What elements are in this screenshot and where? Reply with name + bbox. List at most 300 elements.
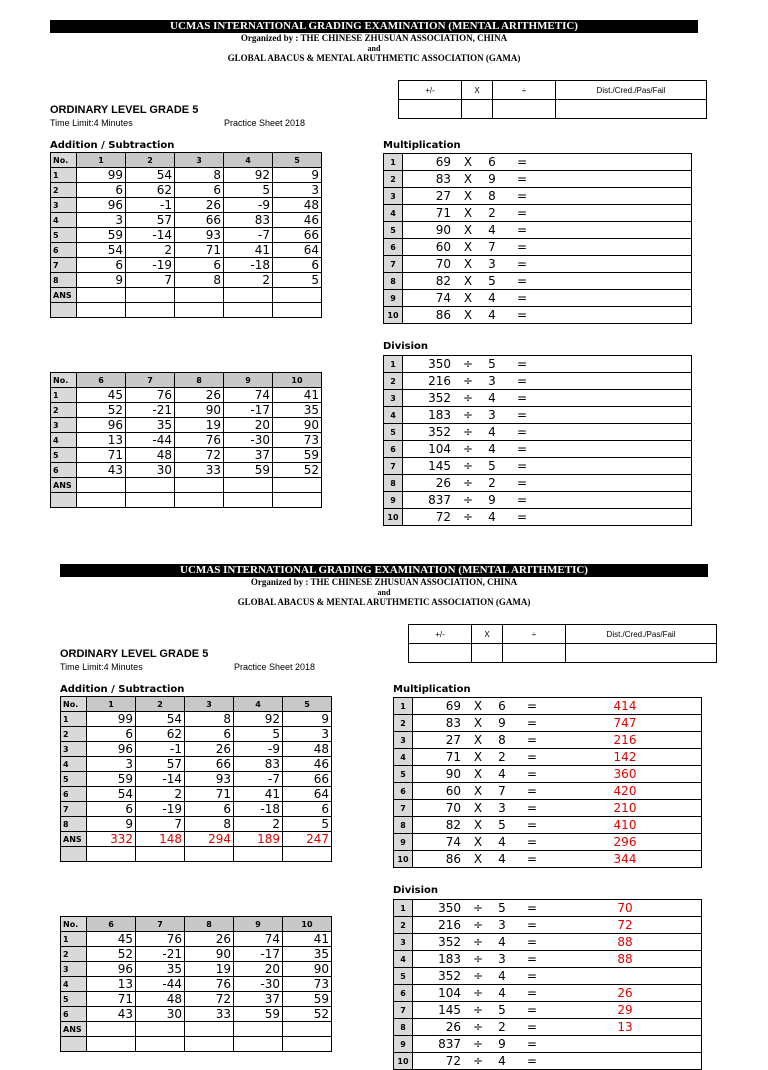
row-number: 4 [51, 213, 77, 228]
blank-cell[interactable] [87, 847, 136, 862]
row-number: 6 [51, 463, 77, 478]
equals-sign: = [505, 171, 539, 188]
addsub1-table [60, 696, 332, 862]
row-number: 7 [61, 802, 87, 817]
table-cell: 54 [126, 168, 175, 183]
answer-row [51, 478, 322, 493]
operator-sign: ÷ [467, 917, 489, 934]
row-number: 4 [384, 407, 403, 424]
table-cell: 9 [87, 817, 136, 832]
answer-field[interactable] [539, 475, 692, 492]
operand-a: 27 [403, 188, 458, 205]
table-cell: 59 [77, 228, 126, 243]
operator-sign: X [457, 239, 479, 256]
answer-field[interactable] [539, 188, 692, 205]
table-row [51, 228, 322, 243]
table-cell: 90 [185, 947, 234, 962]
table-row [61, 992, 332, 1007]
list-item [394, 851, 702, 868]
equals-sign: = [515, 951, 549, 968]
answer-cell[interactable] [126, 478, 175, 493]
operator-sign: ÷ [467, 951, 489, 968]
answer-cell[interactable] [77, 478, 126, 493]
grade-box-field[interactable] [409, 644, 472, 663]
answer-field[interactable]: 410 [549, 817, 702, 834]
blank-cell[interactable] [87, 1037, 136, 1052]
row-number: 8 [384, 273, 403, 290]
answer-cell[interactable]: 189 [234, 832, 283, 847]
mult-table [383, 153, 692, 324]
answer-field[interactable]: 142 [549, 749, 702, 766]
row-number: 3 [51, 418, 77, 433]
column-header: 7 [126, 373, 175, 388]
table-cell: -1 [136, 742, 185, 757]
table-cell: -21 [126, 403, 175, 418]
list-item [394, 715, 702, 732]
answer-cell[interactable] [175, 288, 224, 303]
equals-sign: = [505, 407, 539, 424]
operator-sign: ÷ [467, 900, 489, 917]
list-item [384, 492, 692, 509]
operand-a: 72 [403, 509, 458, 526]
row-number: 7 [394, 800, 413, 817]
list-item [384, 373, 692, 390]
answer-field[interactable] [539, 290, 692, 307]
answer-cell[interactable] [273, 478, 322, 493]
operand-b: 3 [479, 407, 505, 424]
table-row [61, 947, 332, 962]
table-cell: 76 [185, 977, 234, 992]
answer-field[interactable] [539, 509, 692, 526]
row-number: 9 [384, 492, 403, 509]
operand-a: 90 [403, 222, 458, 239]
answer-field[interactable]: 26 [549, 985, 702, 1002]
column-header: 4 [224, 153, 273, 168]
table-cell: 90 [175, 403, 224, 418]
table-cell: 76 [175, 433, 224, 448]
operator-sign: X [467, 698, 489, 715]
grade-box-field[interactable] [566, 644, 717, 663]
operator-sign: ÷ [457, 407, 479, 424]
table-cell: -21 [136, 947, 185, 962]
list-item [394, 783, 702, 800]
table-cell: 90 [283, 962, 332, 977]
blank-cell[interactable] [273, 303, 322, 318]
table-cell: 37 [224, 448, 273, 463]
equals-sign: = [515, 851, 549, 868]
operator-sign: X [467, 749, 489, 766]
operator-sign: X [457, 290, 479, 307]
table-cell: 9 [273, 168, 322, 183]
operator-sign: X [467, 834, 489, 851]
equals-sign: = [505, 239, 539, 256]
row-number: 5 [384, 424, 403, 441]
blank-cell[interactable] [283, 1037, 332, 1052]
table-cell: 74 [224, 388, 273, 403]
operator-sign: X [467, 817, 489, 834]
operand-a: 352 [413, 934, 468, 951]
blank-cell[interactable] [175, 493, 224, 508]
table-cell: 92 [224, 168, 273, 183]
blank-cell[interactable] [77, 303, 126, 318]
table-cell: 71 [175, 243, 224, 258]
table-cell: 54 [77, 243, 126, 258]
blank-label [51, 493, 77, 508]
answer-field[interactable] [549, 1053, 702, 1070]
operand-b: 4 [479, 222, 505, 239]
column-header: 2 [126, 153, 175, 168]
operand-b: 4 [489, 985, 515, 1002]
answer-cell[interactable] [77, 288, 126, 303]
table-cell: 8 [185, 817, 234, 832]
grade-box-field[interactable] [399, 100, 462, 119]
table-cell: 20 [224, 418, 273, 433]
list-item [384, 188, 692, 205]
row-number: 8 [51, 273, 77, 288]
operand-a: 183 [413, 951, 468, 968]
operator-sign: ÷ [457, 390, 479, 407]
answer-field[interactable] [539, 171, 692, 188]
list-item [394, 1002, 702, 1019]
table-cell: 5 [273, 273, 322, 288]
blank-cell[interactable] [273, 493, 322, 508]
table-cell: 83 [234, 757, 283, 772]
table-cell: 57 [126, 213, 175, 228]
column-header: 6 [87, 917, 136, 932]
table-cell: 48 [273, 198, 322, 213]
equals-sign: = [515, 900, 549, 917]
table-cell: 46 [273, 213, 322, 228]
answer-field[interactable] [539, 356, 692, 373]
grade-box-header: ÷ [503, 625, 566, 644]
column-header: 8 [185, 917, 234, 932]
list-item [384, 273, 692, 290]
list-item [384, 458, 692, 475]
table-cell: 3 [283, 727, 332, 742]
table-cell: 5 [283, 817, 332, 832]
table-cell: 66 [283, 772, 332, 787]
answer-field[interactable]: 414 [549, 698, 702, 715]
answer-field[interactable]: 216 [549, 732, 702, 749]
table-cell: 41 [224, 243, 273, 258]
answer-cell[interactable]: 247 [283, 832, 332, 847]
equals-sign: = [505, 154, 539, 171]
row-number: 3 [61, 742, 87, 757]
grade-box-field[interactable] [503, 644, 566, 663]
equals-sign: = [515, 1053, 549, 1070]
row-number: 7 [384, 458, 403, 475]
operator-sign: X [467, 851, 489, 868]
operand-b: 5 [489, 1002, 515, 1019]
table-cell: 9 [77, 273, 126, 288]
answer-cell[interactable]: 148 [136, 832, 185, 847]
operand-b: 4 [489, 1053, 515, 1070]
blank-row [61, 847, 332, 862]
row-number: 7 [384, 256, 403, 273]
operand-b: 4 [479, 390, 505, 407]
list-item [384, 222, 692, 239]
table-cell: -18 [234, 802, 283, 817]
answer-field[interactable]: 13 [549, 1019, 702, 1036]
table-cell: 6 [185, 727, 234, 742]
operand-b: 2 [489, 749, 515, 766]
equals-sign: = [505, 222, 539, 239]
answer-field[interactable] [539, 458, 692, 475]
practice-label: Practice Sheet 2018 [224, 118, 306, 128]
time-limit: Time Limit:4 Minutes [60, 662, 143, 672]
answer-cell[interactable] [175, 478, 224, 493]
row-number: 5 [51, 448, 77, 463]
table-cell: 73 [283, 977, 332, 992]
blank-cell[interactable] [283, 847, 332, 862]
practice-label: Practice Sheet 2018 [234, 662, 316, 672]
list-item [394, 817, 702, 834]
operand-a: 837 [403, 492, 458, 509]
row-number: 8 [394, 1019, 413, 1036]
row-number: 9 [394, 1036, 413, 1053]
blank-cell[interactable] [224, 493, 273, 508]
table-cell: 52 [77, 403, 126, 418]
answer-field[interactable] [549, 968, 702, 985]
answer-field[interactable] [539, 424, 692, 441]
answer-cell[interactable] [273, 288, 322, 303]
operand-a: 70 [413, 800, 468, 817]
answer-field[interactable]: 747 [549, 715, 702, 732]
list-item [394, 968, 702, 985]
blank-cell[interactable] [77, 493, 126, 508]
equals-sign: = [515, 834, 549, 851]
row-number: 2 [394, 917, 413, 934]
operator-sign: X [467, 783, 489, 800]
table-cell: 52 [283, 1007, 332, 1022]
addsub2-table [60, 916, 332, 1052]
table-cell: 48 [126, 448, 175, 463]
table-row [51, 463, 322, 478]
answer-field[interactable] [539, 492, 692, 509]
blank-cell[interactable] [136, 1037, 185, 1052]
answer-field[interactable]: 88 [549, 934, 702, 951]
addsub2-table [50, 372, 322, 508]
operator-sign: X [467, 715, 489, 732]
ans-label: ANS [51, 478, 77, 493]
answer-field[interactable]: 344 [549, 851, 702, 868]
row-number: 3 [384, 188, 403, 205]
row-number: 2 [384, 171, 403, 188]
table-row [51, 168, 322, 183]
table-cell: 41 [234, 787, 283, 802]
row-number: 6 [61, 787, 87, 802]
row-number: 2 [51, 403, 77, 418]
table-cell: 64 [283, 787, 332, 802]
row-number: 10 [384, 509, 403, 526]
operand-b: 6 [479, 154, 505, 171]
table-cell: 48 [283, 742, 332, 757]
list-item [394, 698, 702, 715]
grade-box [408, 624, 717, 663]
operand-a: 82 [403, 273, 458, 290]
operand-a: 70 [403, 256, 458, 273]
answer-field[interactable]: 296 [549, 834, 702, 851]
table-cell: -17 [224, 403, 273, 418]
table-cell: 46 [283, 757, 332, 772]
list-item [394, 917, 702, 934]
answer-field[interactable] [539, 307, 692, 324]
operator-sign: X [457, 222, 479, 239]
answer-field[interactable]: 70 [549, 900, 702, 917]
blank-cell[interactable] [136, 847, 185, 862]
operator-sign: X [457, 256, 479, 273]
answer-field[interactable]: 360 [549, 766, 702, 783]
row-number: 5 [384, 222, 403, 239]
answer-cell[interactable]: 332 [87, 832, 136, 847]
column-header: 1 [77, 153, 126, 168]
table-row [51, 273, 322, 288]
operand-b: 4 [489, 834, 515, 851]
answer-field[interactable] [539, 407, 692, 424]
table-cell: 99 [87, 712, 136, 727]
table-cell: 74 [234, 932, 283, 947]
table-cell: 33 [185, 1007, 234, 1022]
row-number: 2 [384, 373, 403, 390]
answer-field[interactable] [539, 390, 692, 407]
operand-b: 6 [489, 698, 515, 715]
table-cell: -19 [126, 258, 175, 273]
operand-b: 4 [479, 290, 505, 307]
operator-sign: X [467, 800, 489, 817]
answer-field[interactable] [539, 441, 692, 458]
answer-field[interactable]: 420 [549, 783, 702, 800]
grade-box-field[interactable] [556, 100, 707, 119]
answer-field[interactable] [539, 205, 692, 222]
operand-a: 86 [403, 307, 458, 324]
operator-sign: ÷ [467, 1036, 489, 1053]
ans-label: ANS [61, 1022, 87, 1037]
operand-b: 4 [489, 968, 515, 985]
operand-b: 8 [489, 732, 515, 749]
column-header: 10 [273, 373, 322, 388]
table-cell: 6 [87, 802, 136, 817]
table-cell: 19 [175, 418, 224, 433]
table-cell: 76 [136, 932, 185, 947]
table-cell: 37 [234, 992, 283, 1007]
blank-cell[interactable] [185, 847, 234, 862]
operator-sign: X [457, 188, 479, 205]
answer-cell[interactable] [224, 478, 273, 493]
answer-field[interactable]: 210 [549, 800, 702, 817]
grade-box-field[interactable] [493, 100, 556, 119]
table-cell: 41 [283, 932, 332, 947]
blank-cell[interactable] [185, 1037, 234, 1052]
column-header: 5 [273, 153, 322, 168]
operator-sign: ÷ [457, 424, 479, 441]
list-item [384, 475, 692, 492]
table-cell: 8 [175, 273, 224, 288]
row-number: 4 [394, 749, 413, 766]
blank-cell[interactable] [224, 303, 273, 318]
list-item [384, 205, 692, 222]
list-item [394, 951, 702, 968]
list-item [384, 390, 692, 407]
table-cell: 96 [87, 742, 136, 757]
operand-b: 3 [489, 951, 515, 968]
addsub-title: Addition / Subtraction [50, 140, 175, 151]
table-cell: -7 [224, 228, 273, 243]
table-cell: 2 [136, 787, 185, 802]
addsub1-table [50, 152, 322, 318]
table-cell: 99 [77, 168, 126, 183]
grade-box-header: +/- [399, 81, 462, 100]
row-number: 1 [394, 900, 413, 917]
equals-sign: = [515, 732, 549, 749]
operator-sign: X [467, 766, 489, 783]
column-header: 4 [234, 697, 283, 712]
table-header-row [61, 917, 332, 932]
operator-sign: X [457, 273, 479, 290]
row-number: 8 [61, 817, 87, 832]
answer-field[interactable] [539, 273, 692, 290]
table-cell: -14 [136, 772, 185, 787]
operand-a: 26 [403, 475, 458, 492]
grade-box-field[interactable] [462, 100, 493, 119]
table-cell: 33 [175, 463, 224, 478]
operator-sign: ÷ [457, 509, 479, 526]
table-cell: -9 [224, 198, 273, 213]
operand-b: 4 [479, 509, 505, 526]
equals-sign: = [505, 188, 539, 205]
answer-cell[interactable] [126, 288, 175, 303]
row-number: 2 [394, 715, 413, 732]
blank-label [61, 1037, 87, 1052]
answer-field[interactable] [539, 222, 692, 239]
table-row [61, 787, 332, 802]
blank-label [51, 303, 77, 318]
table-row [51, 258, 322, 273]
blank-cell[interactable] [234, 1037, 283, 1052]
operand-b: 4 [489, 934, 515, 951]
blank-cell[interactable] [126, 493, 175, 508]
operator-sign: ÷ [467, 1002, 489, 1019]
answer-field[interactable] [539, 256, 692, 273]
table-row [61, 1007, 332, 1022]
answer-field[interactable]: 88 [549, 951, 702, 968]
answer-field[interactable] [549, 1036, 702, 1053]
table-cell: -14 [126, 228, 175, 243]
column-header: 3 [175, 153, 224, 168]
table-header-row [51, 153, 322, 168]
equals-sign: = [505, 475, 539, 492]
list-item [394, 934, 702, 951]
operand-b: 2 [479, 205, 505, 222]
answer-cell[interactable] [224, 288, 273, 303]
answer-field[interactable] [539, 154, 692, 171]
table-cell: 3 [87, 757, 136, 772]
equals-sign: = [515, 1019, 549, 1036]
answer-field[interactable] [539, 373, 692, 390]
blank-cell[interactable] [175, 303, 224, 318]
table-cell: 54 [87, 787, 136, 802]
answer-cell[interactable]: 294 [185, 832, 234, 847]
grade-box-field[interactable] [472, 644, 503, 663]
table-cell: 6 [77, 183, 126, 198]
answer-field[interactable]: 72 [549, 917, 702, 934]
table-header-row [61, 697, 332, 712]
answer-field[interactable] [539, 239, 692, 256]
table-cell: 96 [87, 962, 136, 977]
blank-cell[interactable] [126, 303, 175, 318]
blank-cell[interactable] [234, 847, 283, 862]
answer-field[interactable]: 29 [549, 1002, 702, 1019]
table-cell: 64 [273, 243, 322, 258]
